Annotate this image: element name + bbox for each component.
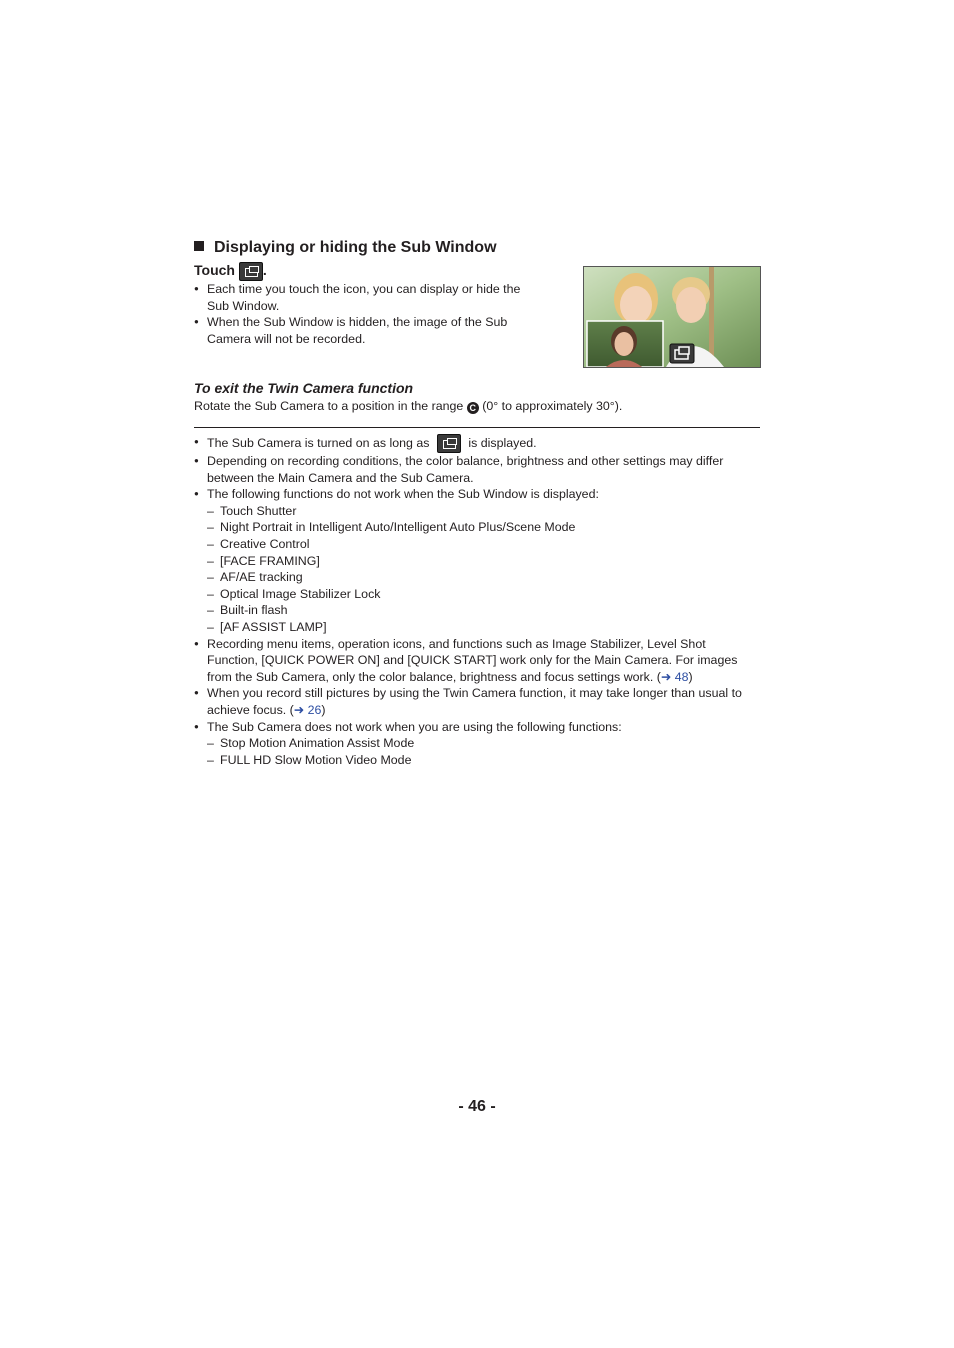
function-item: – Stop Motion Animation Assist Mode bbox=[207, 736, 415, 751]
touch-period: . bbox=[262, 262, 267, 279]
note-text: The Sub Camera is turned on as long as bbox=[207, 435, 430, 450]
section-bullets bbox=[194, 281, 544, 347]
bullet-item: ● Each time you touch the icon, you can display or hide the Sub Window. bbox=[194, 281, 544, 314]
square-bullet-icon bbox=[194, 241, 204, 251]
sub-window-icon bbox=[437, 434, 461, 453]
function-item: – [FACE FRAMING] bbox=[207, 553, 320, 568]
exit-text-after: (0° to approximately 30°). bbox=[482, 399, 623, 413]
notes-list bbox=[194, 434, 760, 768]
note-item bbox=[194, 434, 760, 453]
function-item: – Touch Shutter bbox=[207, 503, 297, 518]
function-item: – [AF ASSIST LAMP] bbox=[207, 619, 327, 634]
section-title: Displaying or hiding the Sub Window bbox=[214, 239, 497, 256]
function-item: – Built-in flash bbox=[207, 603, 288, 618]
function-item: – Optical Image Stabilizer Lock bbox=[207, 586, 381, 601]
function-item: – Night Portrait in Intelligent Auto/Intelligent Auto Plus/Scene Mode bbox=[207, 520, 576, 535]
bullet-item: ● When the Sub Window is hidden, the image of the Sub Camera will not be recorded. bbox=[194, 314, 544, 347]
range-c-marker-icon: C bbox=[467, 402, 479, 414]
exit-instruction bbox=[194, 398, 622, 415]
note-item: ● The following functions do not work when the Sub Window is displayed: bbox=[194, 486, 760, 503]
exit-text-before: Rotate the Sub Camera to a position in the range bbox=[194, 399, 464, 413]
touch-label: Touch bbox=[194, 262, 235, 279]
note-item: ● Depending on recording conditions, the color balance, brightness and other settings may differ between the Main Camera and the Sub Camera. bbox=[194, 453, 760, 486]
page-number: - 46 - bbox=[458, 1098, 496, 1115]
note-item: ● When you record still pictures by using the Twin Camera function, it may take longer than usual to achieve focus. (➜ 26) bbox=[194, 685, 760, 718]
touch-instruction bbox=[194, 262, 267, 281]
exit-heading: To exit the Twin Camera function bbox=[194, 380, 414, 396]
sub-window-icon bbox=[239, 262, 263, 281]
function-item: – FULL HD Slow Motion Video Mode bbox=[207, 752, 412, 767]
function-item: – AF/AE tracking bbox=[207, 570, 303, 585]
note-item: ● Recording menu items, operation icons, and functions such as Image Stabilizer, Level Shot Function, [QUICK POWER ON] and [QUICK START] work only for the Main Camera. For images from the Sub Camera, only the color balance, brightness and focus settings work. (➜ 48) bbox=[194, 636, 760, 686]
section-heading bbox=[194, 239, 497, 257]
twin-camera-example-photo bbox=[583, 266, 761, 368]
function-item: – Creative Control bbox=[207, 536, 310, 551]
divider-rule bbox=[194, 427, 760, 428]
note-text: is displayed. bbox=[468, 435, 537, 450]
photo-illustration bbox=[584, 267, 760, 367]
page-26-link[interactable]: ➜ 26 bbox=[293, 702, 322, 717]
page-48-link[interactable]: ➜ 48 bbox=[660, 669, 689, 684]
note-item: ● The Sub Camera does not work when you are using the following functions: bbox=[194, 719, 760, 736]
